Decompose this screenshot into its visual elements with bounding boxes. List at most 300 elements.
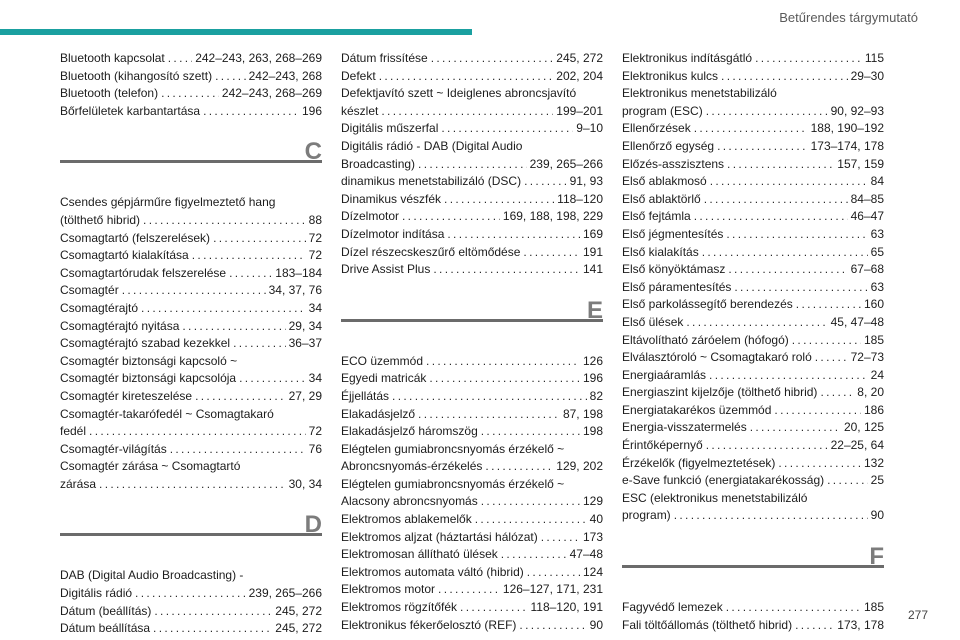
index-entry	[341, 388, 603, 406]
index-entry	[60, 603, 322, 621]
index-entry-pages: 84	[870, 174, 884, 189]
index-entry	[60, 68, 322, 86]
index-entry-term: Elektromos aljzat (háztartási hálózat)	[341, 529, 538, 544]
index-entry	[622, 50, 884, 68]
dot-leader	[706, 437, 828, 455]
index-entry	[341, 85, 603, 120]
index-entry	[622, 332, 884, 350]
index-entry-term: Csomagtér biztonsági kapcsolója	[60, 371, 237, 386]
index-entry-term: fedél	[60, 424, 87, 439]
dot-leader	[444, 191, 554, 209]
index-entry-term: (tölthető hibrid)	[60, 212, 141, 227]
index-entry-pages: 45, 47–48	[830, 314, 884, 329]
dot-leader	[795, 617, 834, 635]
index-entry-line: Csendes gépjárműre figyelmeztető hang	[60, 195, 276, 210]
index-entry-pages: 173	[582, 529, 603, 544]
index-entry	[622, 349, 884, 367]
index-entry	[60, 620, 322, 638]
dot-leader	[674, 507, 868, 525]
index-entry	[622, 226, 884, 244]
index-entry-pages: 87, 198	[562, 406, 603, 421]
index-entry-term: Bőrfelületek karbantartása	[60, 103, 201, 118]
dot-leader	[460, 599, 527, 617]
index-entry-term: Digitális műszerfal	[341, 121, 439, 136]
dot-leader	[774, 402, 861, 420]
index-entry-term: Fagyvédő lemezek	[622, 600, 723, 615]
index-entry-pages: 191	[582, 244, 603, 259]
index-entry-term: Érintőképernyő	[622, 438, 703, 453]
index-entry	[341, 191, 603, 209]
index-entry-term: Első könyöktámasz	[622, 262, 726, 277]
index-entry-term: dinamikus menetstabilizáló (DSC)	[341, 174, 522, 189]
index-entry-pages: 196	[582, 371, 603, 386]
index-entry	[60, 388, 322, 406]
dot-leader	[438, 581, 500, 599]
index-entry-term: Bluetooth (telefon)	[60, 86, 159, 101]
dot-leader	[418, 156, 527, 174]
index-entry	[60, 567, 322, 602]
index-entry	[60, 265, 322, 283]
index-entry-term: Dízelmotor indítása	[341, 226, 445, 241]
index-entry	[341, 120, 603, 138]
index-entry	[341, 353, 603, 371]
index-entry	[622, 419, 884, 437]
dot-leader	[750, 419, 841, 437]
index-entry	[341, 226, 603, 244]
dot-leader	[710, 173, 868, 191]
dot-leader	[827, 472, 868, 490]
index-entry	[622, 68, 884, 86]
dot-leader	[441, 120, 573, 138]
dot-leader	[717, 138, 808, 156]
index-entry	[341, 261, 603, 279]
index-entry	[60, 230, 322, 248]
index-entry-term: Energia-visszatermelés	[622, 420, 747, 435]
index-entry-pages: 34	[308, 371, 322, 386]
index-entry-line: Digitális rádió - DAB (Digital Audio	[341, 138, 523, 153]
index-entry-line: Elégtelen gumiabroncsnyomás érzékelő ~	[341, 476, 565, 491]
index-entry-term: Érzékelők (figyelmeztetések)	[622, 455, 776, 470]
index-entry-term: Dízelmotor	[341, 209, 400, 224]
index-entry-term: Elektronikus kulcs	[622, 68, 719, 83]
index-entry-pages: 129, 202	[556, 459, 603, 474]
index-entry	[622, 437, 884, 455]
index-entry-pages: 118–120, 191	[530, 600, 603, 615]
index-entry-term: Abroncsnyomás-érzékelés	[341, 459, 483, 474]
index-entry-pages: 24	[870, 367, 884, 382]
index-entry-line: DAB (Digital Audio Broadcasting) -	[60, 568, 244, 583]
index-entry-pages: 8, 20	[857, 385, 884, 400]
index-entry-term: Elakadásjelző háromszög	[341, 424, 478, 439]
dot-leader	[527, 564, 580, 582]
index-entry-pages: 169	[582, 226, 603, 241]
index-entry	[622, 472, 884, 490]
index-entry-pages: 63	[870, 279, 884, 294]
index-entry-pages: 72	[308, 248, 322, 263]
dot-leader	[429, 370, 580, 388]
index-entry	[341, 581, 603, 599]
dot-leader	[195, 388, 286, 406]
index-entry-line: Elégtelen gumiabroncsnyomás érzékelő ~	[341, 441, 565, 456]
index-entry	[341, 68, 603, 86]
index-entry-pages: 199–201	[556, 103, 603, 118]
index-entry	[341, 244, 603, 262]
index-entry-pages: 36–37	[288, 336, 322, 351]
index-entry-pages: 72	[308, 230, 322, 245]
index-entry-term: Elektromos ablakemelők	[341, 512, 472, 527]
index-entry-term: Csomagtérajtó szabad kezekkel	[60, 336, 231, 351]
index-entry-pages: 46–47	[850, 209, 884, 224]
dot-leader	[99, 476, 286, 494]
index-entry	[622, 191, 884, 209]
index-entry-pages: 20, 125	[843, 420, 884, 435]
index-entry-pages: 65	[870, 244, 884, 259]
index-entry	[341, 423, 603, 441]
index-entry-term: zárása	[60, 476, 97, 491]
index-entry-pages: 126	[582, 353, 603, 368]
section-header-e	[341, 297, 603, 345]
index-entry-pages: 63	[870, 226, 884, 241]
dot-leader	[447, 226, 580, 244]
index-entry-pages: 34	[308, 300, 322, 315]
dot-leader	[820, 384, 854, 402]
index-entry-pages: 30, 34	[288, 476, 322, 491]
index-entry	[60, 282, 322, 300]
dot-leader	[182, 318, 285, 336]
index-entry-term: Csomagtér-világítás	[60, 441, 167, 456]
index-entry	[341, 476, 603, 511]
index-entry-term: Csomagtartórudak felszerelése	[60, 265, 227, 280]
index-entry-pages: 245, 272	[275, 621, 322, 636]
index-entry	[60, 318, 322, 336]
index-entry	[60, 353, 322, 388]
dot-leader	[694, 208, 848, 226]
index-entry-pages: 90	[589, 617, 603, 632]
index-entry-pages: 245, 272	[275, 603, 322, 618]
index-entry	[622, 279, 884, 297]
dot-leader	[523, 244, 580, 262]
index-entry-term: Dátum (beállítás)	[60, 603, 152, 618]
dot-leader	[726, 226, 867, 244]
index-entry	[60, 50, 322, 68]
dot-leader	[792, 332, 861, 350]
index-column-3	[622, 50, 884, 634]
index-entry	[622, 244, 884, 262]
index-entry	[341, 173, 603, 191]
dot-leader	[704, 191, 848, 209]
index-entry-pages: 188, 190–192	[810, 121, 884, 136]
dot-leader	[233, 335, 286, 353]
index-entry-term: Energiaáramlás	[622, 367, 707, 382]
page-header-title: Betűrendes tárgymutató	[779, 10, 918, 25]
index-entry-term: Elválasztóroló ~ Csomagtakaró roló	[622, 350, 812, 365]
index-entry-term: Digitális rádió	[60, 586, 133, 601]
dot-leader	[475, 511, 587, 529]
dot-leader	[161, 85, 219, 103]
index-entry	[622, 455, 884, 473]
index-entry-pages: 242–243, 268–269	[221, 86, 322, 101]
index-entry	[622, 599, 884, 617]
index-entry	[622, 120, 884, 138]
dot-leader	[135, 585, 246, 603]
index-entry-pages: 245, 272	[556, 51, 603, 65]
index-entry-pages: 84–85	[850, 191, 884, 206]
dot-leader	[122, 282, 266, 300]
index-entry-pages: 185	[863, 600, 884, 615]
index-entry-term: Dátum beállítása	[60, 621, 151, 636]
index-entry-term: ECO üzemmód	[341, 353, 424, 368]
index-column-1	[60, 50, 322, 638]
index-entry-term: Csomagtérajtó nyitása	[60, 318, 180, 333]
dot-leader	[721, 68, 848, 86]
dot-leader	[426, 353, 580, 371]
index-entry	[341, 208, 603, 226]
index-entry-line: Csomagtér zárása ~ Csomagtartó	[60, 459, 241, 474]
index-entry-pages: 29, 34	[288, 318, 322, 333]
dot-leader	[726, 599, 861, 617]
index-entry	[622, 261, 884, 279]
index-entry-term: Elektronikus fékerőelosztó (REF)	[341, 617, 517, 632]
header-accent-bar	[0, 29, 472, 35]
index-entry	[622, 490, 884, 525]
dot-leader	[170, 441, 306, 459]
index-entry-pages: 126–127, 171, 231	[502, 582, 603, 597]
dot-leader	[734, 279, 867, 297]
index-entry-term: Eltávolítható záróelem (hófogó)	[622, 332, 789, 347]
index-entry-pages: 72	[308, 424, 322, 439]
index-entry	[622, 156, 884, 174]
dot-leader	[379, 68, 554, 86]
index-entry-term: Első ablakmosó	[622, 174, 707, 189]
index-entry-term: Elektromos rögzítőfék	[341, 600, 458, 615]
index-entry-pages: 67–68	[850, 262, 884, 277]
index-entry	[341, 564, 603, 582]
index-entry-term: Dízel részecskeszűrő eltömődése	[341, 244, 521, 259]
index-entry-term: Bluetooth kapcsolat	[60, 51, 165, 65]
index-entry	[60, 406, 322, 441]
section-divider	[60, 533, 322, 536]
index-entry-term: Bluetooth (kihangosító szett)	[60, 68, 213, 83]
index-entry	[341, 511, 603, 529]
index-entry-pages: 90	[870, 508, 884, 523]
index-entry-term: Dátum frissítése	[341, 51, 428, 65]
index-entry-pages: 27, 29	[288, 388, 322, 403]
dot-leader	[727, 156, 834, 174]
index-entry-term: Broadcasting)	[341, 156, 416, 171]
index-entry	[622, 617, 884, 635]
index-entry-pages: 72–73	[850, 350, 884, 365]
index-entry-term: Elakadásjelző	[341, 406, 416, 421]
index-entry	[60, 335, 322, 353]
index-entry-pages: 9–10	[576, 121, 603, 136]
index-column-2	[341, 50, 603, 634]
index-entry-pages: 47–48	[569, 547, 603, 562]
index-entry-pages: 25	[870, 473, 884, 488]
index-entry	[60, 300, 322, 318]
dot-leader	[702, 244, 868, 262]
index-entry-line: ESC (elektronikus menetstabilizáló	[622, 490, 808, 505]
index-entry-pages: 242–243, 268	[248, 68, 322, 83]
index-entry	[60, 458, 322, 493]
index-entry	[622, 296, 884, 314]
index-entry-term: Ellenőrző egység	[622, 138, 715, 153]
dot-leader	[778, 455, 861, 473]
index-entry-term: Dinamikus vészfék	[341, 191, 442, 206]
dot-leader	[213, 230, 306, 248]
dot-leader	[694, 120, 808, 138]
index-entry-term: Elektronikus indításgátló	[622, 51, 753, 65]
index-entry	[341, 599, 603, 617]
index-entry-pages: 242–243, 263, 268–269	[195, 51, 322, 65]
dot-leader	[815, 349, 848, 367]
index-entry-pages: 185	[863, 332, 884, 347]
index-entry	[622, 367, 884, 385]
index-entry	[60, 103, 322, 121]
index-entry-pages: 91, 93	[569, 174, 603, 189]
index-entry	[341, 529, 603, 547]
index-entry-pages: 186	[863, 402, 884, 417]
index-entry-term: Elektromosan állítható ülések	[341, 547, 498, 562]
dot-leader	[431, 50, 554, 68]
index-entry-pages: 29–30	[850, 68, 884, 83]
index-entry-pages: 160	[863, 297, 884, 312]
index-entry-line: Elektronikus menetstabilizáló	[622, 86, 777, 101]
index-entry-term: program (ESC)	[622, 103, 703, 118]
index-entry-term: Fali töltőállomás (tölthető hibrid)	[622, 617, 793, 632]
index-entry-term: Első ablaktörlő	[622, 191, 701, 206]
index-entry-pages: 196	[301, 103, 322, 118]
dot-leader	[481, 423, 580, 441]
index-entry	[622, 138, 884, 156]
section-header-c	[60, 138, 322, 186]
dot-leader	[392, 388, 587, 406]
index-entry	[341, 50, 603, 68]
index-entry-pages: 169, 188, 198, 229	[502, 209, 603, 224]
index-entry-term: Energiatakarékos üzemmód	[622, 402, 772, 417]
dot-leader	[381, 103, 553, 121]
dot-leader	[89, 423, 306, 441]
section-divider	[341, 319, 603, 322]
index-entry-term: Első kialakítás	[622, 244, 699, 259]
dot-leader	[215, 68, 246, 86]
index-entry-term: Éjjellátás	[341, 388, 390, 403]
index-entry-pages: 173, 178	[837, 617, 884, 632]
index-entry-pages: 202, 204	[556, 68, 603, 83]
index-entry-term: Első ülések	[622, 314, 684, 329]
index-entry-pages: 129	[582, 494, 603, 509]
index-entry-term: Egyedi matricák	[341, 371, 427, 386]
dot-leader	[154, 603, 272, 621]
index-entry-term: program)	[622, 508, 671, 523]
index-entry-term: Csomagtér	[60, 283, 119, 298]
section-letter: F	[869, 543, 884, 571]
dot-leader	[686, 314, 827, 332]
dot-leader	[402, 208, 500, 226]
index-entry-pages: 183–184	[275, 265, 322, 280]
section-divider	[622, 565, 884, 568]
index-entry-term: Csomagtartó (felszerelések)	[60, 230, 211, 245]
index-entry-term: készlet	[341, 103, 379, 118]
page-number: 277	[907, 608, 928, 622]
dot-leader	[203, 103, 299, 121]
index-entry	[622, 384, 884, 402]
index-entry-pages: 239, 265–266	[248, 586, 322, 601]
index-entry	[341, 370, 603, 388]
dot-leader	[728, 261, 847, 279]
section-letter: C	[304, 138, 322, 166]
index-entry-pages: 157, 159	[837, 156, 884, 171]
dot-leader	[706, 103, 828, 121]
index-entry-pages: 90, 92–93	[830, 103, 884, 118]
index-entry-pages: 132	[863, 455, 884, 470]
section-letter: E	[586, 296, 603, 324]
index-entry-term: Energiaszint kijelzője (tölthető hibrid)	[622, 385, 818, 400]
index-entry-term: Csomagtartó kialakítása	[60, 248, 189, 263]
index-entry-term: Első fejtámla	[622, 209, 691, 224]
dot-leader	[153, 620, 272, 638]
dot-leader	[433, 261, 580, 279]
dot-leader	[541, 529, 580, 547]
index-entry	[622, 173, 884, 191]
index-entry	[60, 85, 322, 103]
index-entry	[622, 314, 884, 332]
index-entry-pages: 40	[589, 512, 603, 527]
index-entry	[622, 208, 884, 226]
index-entry	[622, 402, 884, 420]
index-entry	[341, 546, 603, 564]
index-entry	[341, 441, 603, 476]
section-header-d	[60, 511, 322, 559]
index-entry	[60, 194, 322, 229]
dot-leader	[481, 493, 580, 511]
index-entry-term: e-Save funkció (energiatakarékosság)	[622, 473, 825, 488]
dot-leader	[524, 173, 567, 191]
index-entry-pages: 198	[582, 424, 603, 439]
index-entry-term: Drive Assist Plus	[341, 262, 431, 277]
index-entry-pages: 141	[582, 262, 603, 277]
dot-leader	[501, 546, 567, 564]
dot-leader	[418, 406, 560, 424]
index-entry-term: Első páramentesítés	[622, 279, 732, 294]
index-entry-pages: 118–120	[557, 191, 603, 206]
index-entry-pages: 76	[308, 441, 322, 456]
index-entry	[60, 441, 322, 459]
dot-leader	[709, 367, 868, 385]
dot-leader	[796, 296, 861, 314]
index-entry-term: Első jégmentesítés	[622, 226, 724, 241]
index-entry-term: Elektromos automata váltó (hibrid)	[341, 564, 524, 579]
dot-leader	[168, 50, 192, 68]
section-letter: D	[304, 511, 322, 539]
index-entry-pages: 115	[864, 51, 884, 65]
dot-leader	[239, 370, 306, 388]
section-header-f	[622, 543, 884, 591]
dot-leader	[519, 617, 586, 635]
index-entry-pages: 173–174, 178	[810, 138, 884, 153]
index-entry-line: Csomagtér biztonsági kapcsoló ~	[60, 353, 238, 368]
index-entry	[60, 247, 322, 265]
index-entry-term: Csomagtér kireteszelése	[60, 388, 193, 403]
index-entry	[341, 617, 603, 635]
index-entry-term: Csomagtérajtó	[60, 300, 139, 315]
index-entry	[341, 406, 603, 424]
index-entry-term: Előzés-asszisztens	[622, 156, 725, 171]
section-divider	[60, 160, 322, 163]
dot-leader	[755, 50, 862, 68]
index-entry	[341, 138, 603, 173]
index-entry-term: Alacsony abroncsnyomás	[341, 494, 478, 509]
index-entry-line: Csomagtér-takarófedél ~ Csomagtakaró	[60, 406, 274, 421]
